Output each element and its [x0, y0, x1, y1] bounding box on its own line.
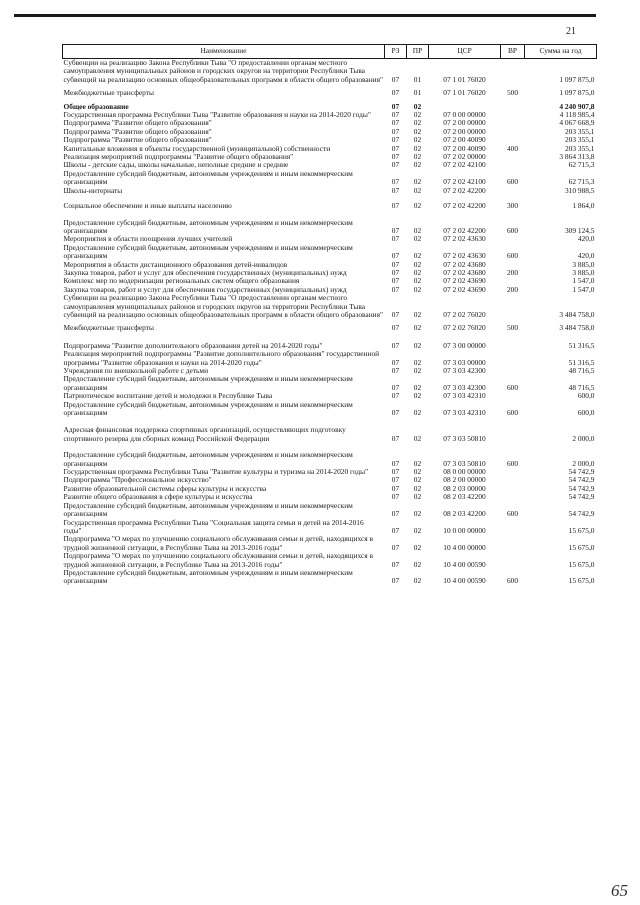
- row-csr: 07 2 02 43630: [443, 234, 486, 244]
- row-name: Социальное обеспечение и иные выплаты населению: [63, 201, 232, 211]
- table-row: [63, 519, 597, 536]
- row-vr: 300: [506, 201, 519, 211]
- row-sum: 600,0: [577, 391, 595, 401]
- row-vr: [501, 535, 525, 552]
- row-name: Субвенции на реализацию Закона Республики Тыва "О предоставлении органам местного самоуправления муниципальных районов и городских округов на территории Республики Тыва субвенций на реализацию основных общеобразовательных программ в области общего образования": [63, 58, 384, 84]
- row-csr: 07 2 02 43680: [443, 259, 486, 269]
- row-vr: [501, 392, 525, 400]
- row-pr: 02: [413, 234, 422, 244]
- row-rz: 07: [391, 408, 400, 418]
- row-vr: 600: [506, 251, 519, 261]
- row-name: Предоставление субсидий бюджетным, автономным учреждениям и иным некоммерческим организациям: [63, 217, 353, 235]
- row-sum: 203 355,1: [564, 135, 595, 145]
- row-csr: 07 1 01 76020: [443, 88, 486, 98]
- row-sum: 600,0: [577, 408, 595, 418]
- row-vr: 200: [506, 284, 519, 294]
- row-sum: 51 316,5: [568, 357, 595, 367]
- row-rz: 07: [391, 284, 400, 294]
- row-csr: 07 3 03 42310: [443, 391, 486, 401]
- row-sum: 4 067 668,9: [559, 118, 595, 128]
- row-pr: 02: [413, 408, 422, 418]
- row-csr: 07 2 00 40090: [443, 143, 486, 153]
- row-rz: 07: [391, 276, 400, 286]
- row-csr: 07 0 00 00000: [443, 110, 486, 120]
- row-sum: 48 716,5: [568, 382, 595, 392]
- row-vr: [501, 367, 525, 375]
- table-row: [63, 187, 597, 202]
- row-csr: 07 2 02 00000: [443, 152, 486, 162]
- row-rz: 07: [391, 267, 400, 277]
- row-vr: [501, 552, 525, 569]
- table-row: [63, 89, 597, 102]
- table-body: [63, 59, 597, 586]
- row-pr: 02: [413, 201, 422, 211]
- row-vr: 500: [506, 323, 519, 333]
- row-pr: 02: [413, 101, 422, 111]
- row-pr: 02: [413, 135, 422, 145]
- row-pr: 02: [413, 357, 422, 367]
- row-sum: 1 864,0: [572, 201, 595, 211]
- row-name: Комплекс мер по модернизации региональных систем общего образования: [63, 276, 300, 286]
- row-pr: 02: [413, 185, 422, 195]
- row-vr: [501, 493, 525, 501]
- row-pr: 02: [413, 126, 422, 136]
- row-pr: 02: [413, 467, 422, 477]
- table-row: [63, 324, 597, 341]
- row-vr: [501, 119, 525, 127]
- row-sum: 62 715,3: [568, 160, 595, 170]
- header-sum: Сумма на год: [525, 45, 597, 59]
- row-csr: 07 3 00 00000: [443, 340, 486, 350]
- row-csr: 07 2 00 00000: [443, 118, 486, 128]
- row-sum: 420,0: [577, 251, 595, 261]
- row-rz: 07: [391, 483, 400, 493]
- row-name: Государственная программа Республики Тыва "Развитие культуры и туризма на 2014-2020 годы": [63, 467, 369, 477]
- row-csr: 07 3 03 42300: [443, 366, 486, 375]
- row-sum: 3 885,0: [572, 267, 595, 277]
- row-rz: 07: [391, 152, 400, 162]
- row-rz: 07: [391, 118, 400, 128]
- row-rz: 07: [391, 88, 400, 98]
- row-sum: 3 484 758,0: [559, 323, 595, 333]
- row-vr: 600: [506, 458, 519, 468]
- row-sum: 54 742,9: [568, 475, 595, 485]
- row-vr: 600: [506, 576, 519, 586]
- row-name: Субвенции на реализацию Закона Республики Тыва "О предоставлении органам местного самоуправления муниципальных районов и городских округов на территории Республики Тыва субвенций на реализацию основных общеобразовательных программ в области общего образования": [63, 293, 384, 319]
- row-name: Реализация мероприятий подпрограммы "Развитие дополнительного образования" государственной программы "Развитие образования и науки на 2014-2020 годы": [63, 349, 380, 367]
- row-sum: 1 547,0: [572, 276, 595, 286]
- row-rz: 07: [391, 135, 400, 145]
- row-vr: [501, 294, 525, 324]
- header-name: Наименование: [63, 45, 385, 59]
- row-rz: 07: [391, 458, 400, 468]
- row-name: Подпрограмма "Развитие общего образования": [63, 126, 212, 136]
- row-csr: 07 3 03 42300: [443, 382, 486, 392]
- row-pr: 02: [413, 284, 422, 294]
- row-sum: 62 715,3: [568, 177, 595, 187]
- row-rz: 07: [391, 357, 400, 367]
- table-row: [63, 375, 597, 392]
- row-vr: [501, 59, 525, 90]
- row-pr: 02: [413, 391, 422, 401]
- row-name: Учреждения по внешкольной работе с детьми: [63, 366, 209, 375]
- row-pr: 02: [413, 152, 422, 162]
- row-rz: 07: [391, 259, 400, 269]
- handwritten-page-number: 65: [611, 881, 628, 900]
- row-pr: 02: [413, 177, 422, 187]
- row-rz: 07: [391, 340, 400, 350]
- row-csr: 08 2 00 00000: [443, 475, 486, 485]
- header-vr: ВР: [501, 45, 525, 59]
- row-rz: 07: [391, 509, 400, 519]
- row-rz: 07: [391, 110, 400, 120]
- row-vr: [501, 187, 525, 202]
- row-pr: 02: [413, 382, 422, 392]
- table-row: [63, 569, 597, 586]
- row-pr: 02: [413, 576, 422, 586]
- header-pr: ПР: [407, 45, 429, 59]
- row-csr: 08 2 03 42200: [443, 492, 486, 502]
- row-pr: 02: [413, 259, 422, 269]
- row-pr: 02: [413, 110, 422, 120]
- row-csr: 07 3 03 50810: [443, 433, 486, 443]
- table-row: [63, 170, 597, 187]
- row-rz: 07: [391, 525, 400, 535]
- row-name: Подпрограмма "Развитие дополнительного образования детей на 2014-2020 годы": [63, 340, 323, 350]
- row-rz: 07: [391, 309, 400, 319]
- row-rz: 07: [391, 576, 400, 586]
- row-vr: 400: [506, 143, 519, 153]
- row-rz: 07: [391, 366, 400, 375]
- row-pr: 02: [413, 276, 422, 286]
- row-pr: 01: [413, 88, 422, 98]
- row-pr: 02: [413, 483, 422, 493]
- row-rz: 07: [391, 101, 400, 111]
- row-sum: 3 864 313,8: [559, 152, 595, 162]
- row-csr: 07 2 02 42200: [443, 185, 486, 195]
- row-csr: 07 2 02 43680: [443, 267, 486, 277]
- row-vr: 600: [506, 408, 519, 418]
- row-sum: 15 675,0: [568, 576, 595, 586]
- row-name: Государственная программа Республики Тыва "Социальная защита семьи и детей на 2014-2016 годы": [63, 517, 364, 535]
- row-csr: 07 2 02 42100: [443, 177, 486, 187]
- row-sum: 54 742,9: [568, 467, 595, 477]
- row-name: Предоставление субсидий бюджетным, автономным учреждениям и иным некоммерческим организациям: [63, 168, 353, 187]
- row-name: Школы - детские сады, школы начальные, неполные средние и средние: [63, 160, 289, 170]
- row-pr: 02: [413, 160, 422, 170]
- row-name: Межбюджетные трансферты: [63, 88, 154, 98]
- top-rule: [14, 14, 596, 17]
- page-number: 21: [566, 26, 576, 37]
- row-pr: 02: [413, 525, 422, 535]
- row-name: Подпрограмма "Профессиональное искусство": [63, 475, 212, 485]
- row-csr: 07 3 03 00000: [443, 357, 486, 367]
- table-row: [63, 244, 597, 261]
- row-name: Подпрограмма "Развитие общего образования": [63, 118, 212, 128]
- row-name: Капитальные вложения в объекты государственной (муниципальной) собственности: [63, 143, 331, 153]
- row-csr: 10 4 00 00000: [443, 542, 486, 552]
- row-name: Развитие образовательной системы сферы культуры и искусства: [63, 483, 267, 493]
- row-csr: 07 3 03 42310: [443, 408, 486, 418]
- row-pr: 02: [413, 458, 422, 468]
- row-vr: [501, 426, 525, 451]
- row-name: Подпрограмма "Развитие общего образования": [63, 135, 212, 145]
- table-header: [63, 45, 597, 59]
- row-csr: 07 2 02 76020: [443, 323, 486, 333]
- row-sum: 15 675,0: [568, 542, 595, 552]
- row-csr: 10 4 00 00590: [443, 576, 486, 586]
- row-vr: 200: [506, 267, 519, 277]
- row-vr: [501, 153, 525, 161]
- row-vr: [501, 128, 525, 136]
- table-row: [63, 426, 597, 451]
- table-row: [63, 451, 597, 468]
- row-pr: 02: [413, 225, 422, 235]
- row-name: Адресная финансовая поддержка спортивных организаций, осуществляющих подготовку спортивного резерва для сборных команд Российской Федерации: [63, 425, 346, 443]
- row-rz: 07: [391, 475, 400, 485]
- row-sum: 2 000,0: [572, 458, 595, 468]
- row-name: Предоставление субсидий бюджетным, автономным учреждениям и иным некоммерческим организациям: [63, 242, 353, 261]
- row-csr: 07 2 00 40090: [443, 135, 486, 145]
- row-pr: 02: [413, 475, 422, 485]
- table-row: [63, 350, 597, 367]
- row-pr: 02: [413, 118, 422, 128]
- row-sum: 309 124,5: [564, 225, 595, 235]
- row-csr: 10 0 00 00000: [443, 525, 486, 535]
- row-rz: 07: [391, 185, 400, 195]
- row-name: Предоставление субсидий бюджетным, автономным учреждениям и иным некоммерческим организациям: [63, 374, 353, 392]
- row-name: Развитие общего образования в сфере культуры и искусства: [63, 492, 253, 502]
- row-sum: 310 988,5: [564, 185, 595, 195]
- row-name: Реализация мероприятий подпрограммы "Развитие общего образования": [63, 152, 294, 162]
- row-vr: [501, 350, 525, 367]
- row-name: Предоставление субсидий бюджетным, автономным учреждениям и иным некоммерческим организациям: [63, 500, 353, 519]
- row-vr: 600: [506, 225, 519, 235]
- row-sum: 1 097 875,0: [559, 74, 595, 84]
- row-name: Государственная программа Республики Тыва "Развитие образования и науки на 2014-2020 годы": [63, 110, 371, 120]
- row-vr: 500: [506, 88, 519, 98]
- row-sum: 54 742,9: [568, 492, 595, 502]
- row-name: Предоставление субсидий бюджетным, автономным учреждениям и иным некоммерческим организациям: [63, 567, 353, 586]
- row-sum: 48 716,5: [568, 366, 595, 375]
- row-name: Мероприятия в области дистанционного образования детей-инвалидов: [63, 259, 288, 269]
- row-sum: 4 118 985,4: [559, 110, 595, 120]
- row-rz: 07: [391, 160, 400, 170]
- row-sum: 1 547,0: [572, 284, 595, 294]
- row-sum: 54 742,9: [568, 483, 595, 493]
- row-csr: 07 2 00 00000: [443, 126, 486, 136]
- row-name: Школы-интернаты: [63, 185, 123, 195]
- row-rz: 07: [391, 559, 400, 569]
- row-csr: 07 2 02 42200: [443, 225, 486, 235]
- row-pr: 02: [413, 267, 422, 277]
- table-row: [63, 202, 597, 218]
- row-csr: 08 2 03 00000: [443, 483, 486, 493]
- row-csr: 07 2 02 42100: [443, 160, 486, 170]
- row-csr: 07 2 02 42200: [443, 201, 486, 211]
- row-sum: 4 240 907,8: [559, 101, 595, 111]
- row-sum: 203 355,1: [564, 126, 595, 136]
- row-sum: 203 355,1: [564, 143, 595, 153]
- row-vr: [501, 485, 525, 493]
- row-pr: 02: [413, 433, 422, 443]
- table-row: [63, 59, 597, 90]
- row-csr: 07 2 02 76020: [443, 309, 486, 319]
- row-name: Предоставление субсидий бюджетным, автономным учреждениям и иным некоммерческим организациям: [63, 450, 353, 468]
- row-pr: 02: [413, 492, 422, 502]
- row-vr: [501, 476, 525, 484]
- row-pr: 02: [413, 143, 422, 153]
- row-rz: 07: [391, 467, 400, 477]
- row-vr: [501, 342, 525, 350]
- row-name: Патриотическое воспитание детей и молодежи в Республике Тыва: [63, 391, 273, 401]
- row-name: Межбюджетные трансферты: [63, 323, 154, 333]
- table-row: [63, 294, 597, 324]
- row-vr: [501, 111, 525, 119]
- row-pr: 02: [413, 559, 422, 569]
- row-vr: [501, 161, 525, 169]
- row-vr: [501, 519, 525, 536]
- row-rz: 07: [391, 201, 400, 211]
- row-rz: 07: [391, 143, 400, 153]
- row-pr: 02: [413, 251, 422, 261]
- row-pr: 02: [413, 542, 422, 552]
- row-vr: 600: [506, 382, 519, 392]
- header-csr: ЦСР: [429, 45, 501, 59]
- row-csr: 07 1 01 76020: [443, 74, 486, 84]
- row-rz: 07: [391, 382, 400, 392]
- row-vr: 600: [506, 509, 519, 519]
- row-vr: [501, 103, 525, 111]
- row-csr: 07 2 02 43690: [443, 284, 486, 294]
- row-vr: [501, 468, 525, 476]
- table-row: [63, 552, 597, 569]
- row-rz: 07: [391, 251, 400, 261]
- row-csr: 07 2 02 43630: [443, 251, 486, 261]
- row-pr: 02: [413, 323, 422, 333]
- row-rz: 07: [391, 323, 400, 333]
- row-sum: 15 675,0: [568, 559, 595, 569]
- table-row: [63, 219, 597, 236]
- header-rz: РЗ: [385, 45, 407, 59]
- budget-table: [62, 44, 597, 586]
- row-sum: 3 885,0: [572, 259, 595, 269]
- row-sum: 51 316,5: [568, 340, 595, 350]
- row-name: Подпрограмма "О мерах по улучшению социального обслуживания семьи и детей, находящихся в трудной жизненной ситуации, в Республике Тыва на 2013-2016 годы": [63, 534, 373, 552]
- row-rz: 07: [391, 225, 400, 235]
- row-sum: 1 097 875,0: [559, 88, 595, 98]
- row-vr: [501, 235, 525, 243]
- row-vr: 600: [506, 177, 519, 187]
- row-rz: 07: [391, 126, 400, 136]
- row-rz: 07: [391, 492, 400, 502]
- row-rz: 07: [391, 234, 400, 244]
- row-name: Подпрограмма "О мерах по улучшению социального обслуживания семьи и детей, находящихся в трудной жизненной ситуации, в Республике Тыва на 2013-2016 годы": [63, 551, 373, 569]
- row-name: Закупка товаров, работ и услуг для обеспечения государственных (муниципальных) нужд: [63, 267, 347, 277]
- row-csr: 08 0 00 00000: [443, 467, 486, 477]
- row-pr: 02: [413, 366, 422, 375]
- row-sum: 15 675,0: [568, 525, 595, 535]
- row-pr: 02: [413, 509, 422, 519]
- row-rz: 07: [391, 391, 400, 401]
- row-sum: 2 000,0: [572, 433, 595, 443]
- row-rz: 07: [391, 177, 400, 187]
- row-rz: 07: [391, 542, 400, 552]
- row-sum: 420,0: [577, 234, 595, 244]
- row-csr: 07 2 02 43690: [443, 276, 486, 286]
- row-rz: 07: [391, 74, 400, 84]
- row-name: Предоставление субсидий бюджетным, автономным учреждениям и иным некоммерческим организациям: [63, 399, 353, 418]
- row-pr: 02: [413, 340, 422, 350]
- table-row: [63, 401, 597, 427]
- row-pr: 01: [413, 74, 422, 84]
- row-name: Мероприятия в области поощрения лучших учителей: [63, 234, 233, 244]
- row-csr: 08 2 03 42200: [443, 509, 486, 519]
- row-name: Закупка товаров, работ и услуг для обеспечения государственных (муниципальных) нужд: [63, 284, 347, 294]
- row-pr: 02: [413, 309, 422, 319]
- row-rz: 07: [391, 433, 400, 443]
- row-csr: 07 3 03 50810: [443, 458, 486, 468]
- row-sum: 3 484 758,0: [559, 309, 595, 319]
- table-row: [63, 535, 597, 552]
- row-csr: 10 4 00 00590: [443, 559, 486, 569]
- row-sum: 54 742,9: [568, 509, 595, 519]
- table-row: [63, 502, 597, 519]
- row-name: Общее образование: [63, 101, 129, 111]
